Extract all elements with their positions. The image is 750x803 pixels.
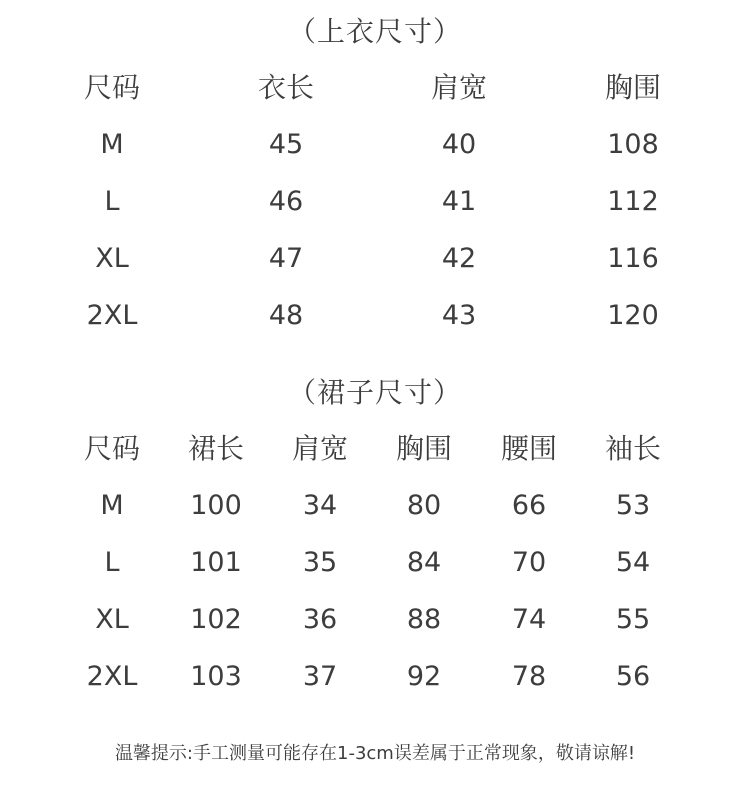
table-cell: 92 [406,661,442,692]
table-cell: 2XL [86,300,138,331]
table-cell: 56 [615,661,651,692]
table-cell: 108 [607,129,659,160]
table-row [0,182,750,222]
table-cell: 48 [268,300,304,331]
table-cell: 47 [268,243,304,274]
table-cell: XL [95,604,129,635]
table-cell: 101 [190,547,242,578]
table-row [0,543,750,583]
table-row [0,600,750,640]
table-cell: L [104,186,120,217]
table-cell: 45 [268,129,304,160]
table-cell: 53 [615,490,651,521]
table-cell: 103 [190,661,242,692]
table-cell: 37 [302,661,338,692]
table-cell: 88 [406,604,442,635]
table-cell: 55 [615,604,651,635]
skirt-header-sleeve: 袖长 [604,432,661,465]
table-cell: 66 [511,490,547,521]
table-cell: 74 [511,604,547,635]
table-row [0,486,750,526]
table-cell: 100 [190,490,242,521]
skirt-header-chest: 胸围 [395,432,452,465]
table-cell: 34 [302,490,338,521]
table-cell: XL [95,243,129,274]
top-size-header-row [0,68,750,108]
table-cell: 36 [302,604,338,635]
top-header-shoulder: 肩宽 [430,71,487,104]
skirt-header-length: 裙长 [187,432,244,465]
table-cell: 2XL [86,661,138,692]
top-header-chest: 胸围 [604,71,661,104]
top-size-title: （上衣尺寸） [287,15,462,48]
table-cell: L [104,547,120,578]
table-row [0,239,750,279]
top-header-size: 尺码 [83,71,140,104]
table-cell: 80 [406,490,442,521]
table-cell: 41 [441,186,477,217]
skirt-header-shoulder: 肩宽 [291,432,348,465]
skirt-header-waist: 腰围 [500,432,557,465]
measurement-note: 温馨提示:手工测量可能存在1-3cm误差属于正常现象，敬请谅解! [114,743,636,764]
table-cell: M [100,490,124,521]
table-cell: 54 [615,547,651,578]
skirt-header-size: 尺码 [83,432,140,465]
table-row [0,296,750,336]
table-cell: 43 [441,300,477,331]
skirt-size-title: （裙子尺寸） [287,376,462,409]
table-cell: 42 [441,243,477,274]
table-cell: M [100,129,124,160]
table-cell: 46 [268,186,304,217]
table-cell: 70 [511,547,547,578]
table-cell: 35 [302,547,338,578]
table-row [0,125,750,165]
table-row [0,657,750,697]
skirt-size-header-row [0,429,750,469]
table-cell: 116 [607,243,659,274]
table-cell: 84 [406,547,442,578]
table-cell: 112 [607,186,659,217]
table-cell: 102 [190,604,242,635]
table-cell: 120 [607,300,659,331]
top-header-length: 衣长 [257,71,314,104]
table-cell: 40 [441,129,477,160]
table-cell: 78 [511,661,547,692]
